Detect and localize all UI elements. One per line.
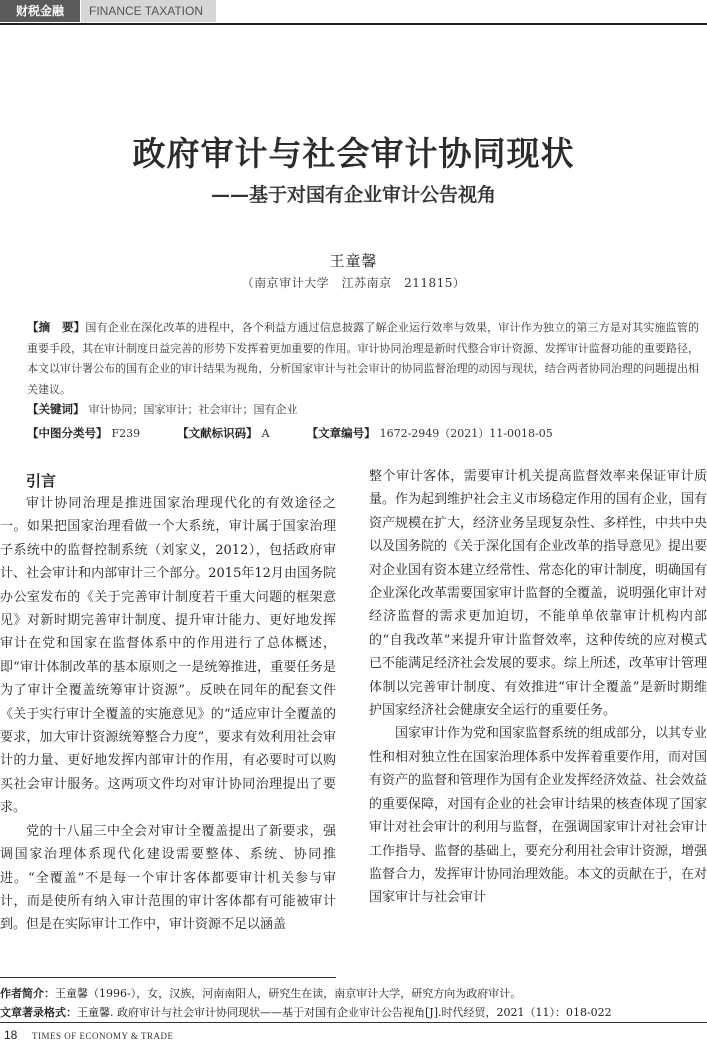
classification-line <box>27 425 699 441</box>
left-column <box>0 470 336 937</box>
body-paragraph: 党的十八届三中全会对审计全覆盖提出了新要求，强调国家治理体系现代化建设需要整体、系统、协同推进。“全覆盖”不是每一个审计客体都要审计机关参与审计，而是使所有纳入审计范围的审计客体都有可能被审计到。但是在实际审计工作中，审计资源不足以涵盖 <box>0 823 336 933</box>
page-number: 18 <box>4 1028 18 1042</box>
journal-name: TIMES OF ECONOMY & TRADE <box>32 1031 174 1041</box>
column-tag-english: FINANCE TAXATION <box>81 0 216 22</box>
abstract-text: 国有企业在深化改革的进程中，各个利益方通过信息披露了解企业运行效率与效果，审计作为独立的第三方是对其实施监管的重要手段，其在审计制度日益完善的形势下发挥着更加重要的作用。审计协同治理是新时代整合审计资源、发挥审计监督功能的重要路径，本文以审计署公布的国有企业的审计结果为视角，分析国家审计与社会审计的协同监督治理的动因与现状，结合两者协同治理的问题提出相关建议。 <box>27 321 700 396</box>
abstract-label: 【摘 要】 <box>27 320 86 334</box>
body-paragraph: 审计协同治理是推进国家治理现代化的有效途径之一。如果把国家治理看做一个大系统，审计属于国家治理子系统中的监督控制系统（刘家义，2012），包括政府审计、社会审计和内部审计三个部分。2015年12月由国务院办公室发布的《关于完善审计制度若干重大问题的框架意见》对新时期完善审计制度、提升审计能力、更好地发挥审计在党和国家在监督体系中的作用进行了总体概述，即“审计体制改革的基本原则之一是统筹推进，重要任务是为了审计全覆盖统筹审计资源”。反映在同年的配套文件《关于实行审计全覆盖的实施意见》的“适应审计全覆盖的要求，加大审计资源统筹整合力度”，要求有效利用社会审计的力量、更好地发挥内部审计的作用，有必要时可以购买社会审计服务。这两项文件均对审计协同治理提出了要求。 <box>0 496 336 816</box>
doc-code-value: A <box>261 427 270 440</box>
keywords-line <box>27 401 699 417</box>
article-title: 政府审计与社会审计协同现状 <box>132 134 575 173</box>
section-heading: 引言 <box>26 472 57 490</box>
abstract-block <box>27 317 699 400</box>
footer-rule <box>0 1022 707 1023</box>
keywords-text: 审计协同；国家审计；社会审计；国有企业 <box>88 403 298 416</box>
article-no-label: 【文章编号】 <box>306 426 376 440</box>
bio-text: 王童馨（1996-），女，汉族，河南南阳人，研究生在读，南京审计大学，研究方向为政府审计。 <box>55 987 522 1000</box>
bio-label: 作者简介： <box>0 987 55 1000</box>
body-paragraph: 国家审计作为党和国家监督系统的组成部分，以其专业性和相对独立性在国家治理体系中发挥着重要作用，而对国有资产的监督和管理作为国有企业发挥经济效益、社会效益的重要保障，对国有企业的社会审计结果的核查体现了国家审计对社会审计的利用与监督，在强调国家审计对社会审计工作指导、监督的基础上，要充分利用社会审计资源，增强监督合力，发挥审计协同治理效能。本文的贡献在于，在对国家审计与社会审计 <box>369 726 707 906</box>
right-column <box>369 465 707 910</box>
author-affiliation: （南京审计大学 江苏南京 211815） <box>241 276 466 290</box>
clc-value: F239 <box>111 427 141 440</box>
citation-label: 文章著录格式： <box>0 1006 77 1019</box>
footnote-rule <box>0 977 336 978</box>
article-no-value: 1672-2949（2021）11-0018-05 <box>379 427 553 440</box>
doc-code-label: 【文献标识码】 <box>177 426 258 440</box>
citation-text: 王童馨. 政府审计与社会审计协同现状——基于对国有企业审计公告视角[J].时代经贸，2021（11）：018-022 <box>77 1006 612 1019</box>
header-rule <box>0 23 707 25</box>
citation-format <box>0 1004 707 1020</box>
author-bio <box>0 985 707 1001</box>
clc-label: 【中图分类号】 <box>27 426 108 440</box>
column-tag: 财税金融 <box>0 0 80 22</box>
body-paragraph: 整个审计客体，需要审计机关提高监督效率来保证审计质量。作为起到维护社会主义市场稳定作用的国有企业，国有资产规模在扩大，经济业务呈现复杂性、多样性，中共中央以及国务院的《关于深化国有企业改革的指导意见》提出要对企业国有资本建立经常性、常态化的审计制度，明确国有企业深化改革需要国家审计监督的全覆盖，说明强化审计对经济监督的需求更加迫切，不能单单依靠审计机构内部的“自我改革”来提升审计监督效率，这种传统的应对模式已不能满足经济社会发展的要求。综上所述，改革审计管理体制以完善审计制度、有效推进“审计全覆盖”是新时期维护国家经济社会健康安全运行的重要任务。 <box>369 469 707 719</box>
author-name: 王童馨 <box>329 252 378 270</box>
article-subtitle: ——基于对国有企业审计公告视角 <box>210 184 496 206</box>
keywords-label: 【关键词】 <box>27 402 85 416</box>
